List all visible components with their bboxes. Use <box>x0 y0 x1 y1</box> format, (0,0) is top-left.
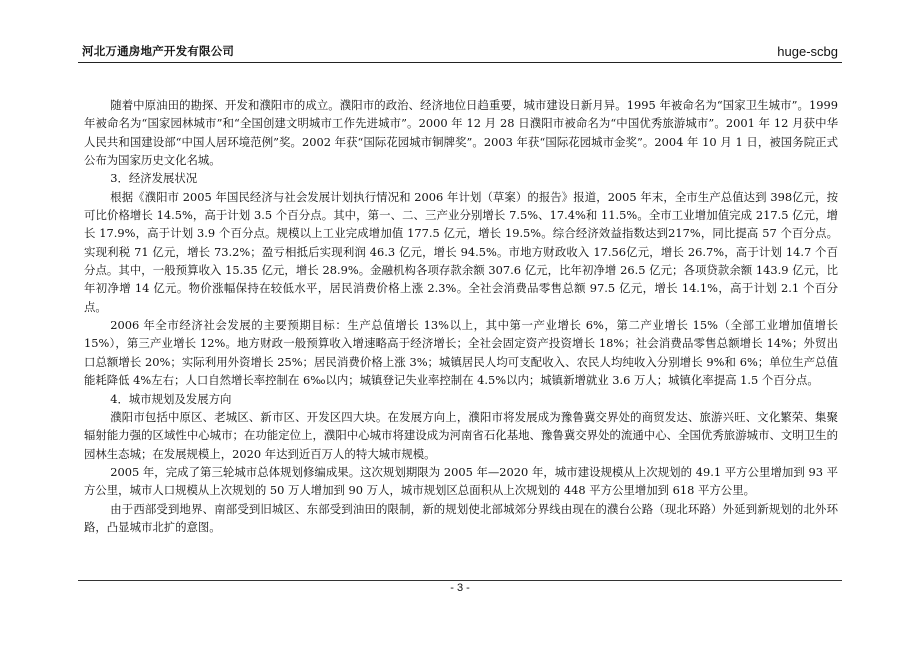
paragraph-economy-2005: 根据《濮阳市 2005 年国民经济与社会发展计划执行情况和 2006 年计划（草案）的报告》报道，2005 年末，全市生产总值达到 398亿元，按可比价格增长 14.5%，高于计划 3.5 个百分点。其中，第一、二、三产业分别增长 7.5%、17.4%和 11.5%。全市工业增加值完成 217.5 亿元，增长 17.9%，高于计划 3.9 个百分点。规模以上工业完成增加值 177.5 亿元，增长 19.5%。综合经济效益指数达到217%，同比提高 57 个百分点。实现利税 71 亿元，增长 73.2%；盈亏相抵后实现利润 46.3 亿元，增长 94.5%。市地方财政收入 17.56亿元，增长 26.7%，高于计划 14.7 个百分点。其中，一般预算收入 15.35 亿元，增长 28.9%。金融机构各项存款余额 307.6 亿元，比年初净增 26.5 亿元；各项贷款余额 143.9 亿元，比年初净增 14 亿元。物价涨幅保持在较低水平，居民消费价格上涨 2.3%。全社会消费品零售总额 97.5 亿元，增长 14.1%，高于计划 2.1 个百分点。 <box>84 189 838 314</box>
section-heading-planning: 4．城市规划及发展方向 <box>110 391 232 406</box>
document-body <box>84 96 838 536</box>
paragraph-north-expansion: 由于西部受到地界、南部受到旧城区、东部受到油田的限制，新的规划使北部城郊分界线由现在的濮台公路（现北环路）外延到新规划的北外环路，凸显城市北扩的意图。 <box>84 501 838 534</box>
footer-rule <box>78 580 842 581</box>
paragraph-city-districts: 濮阳市包括中原区、老城区、新市区、开发区四大块。在发展方向上，濮阳市将发展成为豫鲁冀交界处的商贸发达、旅游兴旺、文化繁荣、集聚辐射能力强的区域性中心城市；在功能定位上，濮阳中心城市将建设成为河南省石化基地、豫鲁冀交界处的流通中心、全国优秀旅游城市、文明卫生的园林生态城；在发展规模上，2020 年达到近百万人的特大城市规模。 <box>84 409 838 461</box>
paragraph-master-plan: 2005 年，完成了第三轮城市总体规划修编成果。这次规划期限为 2005 年—2020 年，城市建设规模从上次规划的 49.1 平方公里增加到 93 平方公里，城市人口规模从上次规划的 50 万人增加到 90 万人，城市规划区总面积从上次规划的 448 平方公里增加到 618 平方公里。 <box>84 464 838 498</box>
page-header <box>78 36 842 63</box>
paragraph-targets-2006: 2006 年全市经济社会发展的主要预期目标：生产总值增长 13%以上，其中第一产业增长 6%，第二产业增长 15%（全部工业增加值增长 15%），第三产业增长 12%。地方财政一般预算收入增速略高于经济增长；全社会固定资产投资增长 18%；社会消费品零售总额增长 14%；外贸出口总额增长 20%；实际利用外资增长 25%；居民消费价格上涨 3%；城镇居民人均可支配收入、农民人均纯收入分别增长 9%和 6%；单位生产总值能耗降低 4%左右；人口自然增长率控制在 6‰以内；城镇登记失业率控制在 4.5%以内；城镇新增就业 3.6 万人；城镇化率提高 1.5 个百分点。 <box>84 318 838 388</box>
document-code: huge-scbg <box>777 44 838 59</box>
section-heading-economy: 3．经济发展状况 <box>110 171 198 186</box>
paragraph-city-history: 随着中原油田的勘探、开发和濮阳市的成立。濮阳市的政治、经济地位日趋重要，城市建设日新月异。1995 年被命名为“国家卫生城市”。1999 年被命名为“国家园林城市”和“全国创建文明城市工作先进城市”。2000 年 12 月 28 日濮阳市被命名为“中国优秀旅游城市”。2001 年 12 月获中华人民共和国建设部“中国人居环境范例”奖。2002 年获“国际花园城市铜牌奖”。2003 年获“国际花园城市金奖”。2004 年 10 月 1 日，被国务院正式公布为国家历史文化名城。 <box>84 98 838 168</box>
page-number: - 3 - <box>450 582 470 594</box>
company-name: 河北万通房地产开发有限公司 <box>82 46 235 58</box>
